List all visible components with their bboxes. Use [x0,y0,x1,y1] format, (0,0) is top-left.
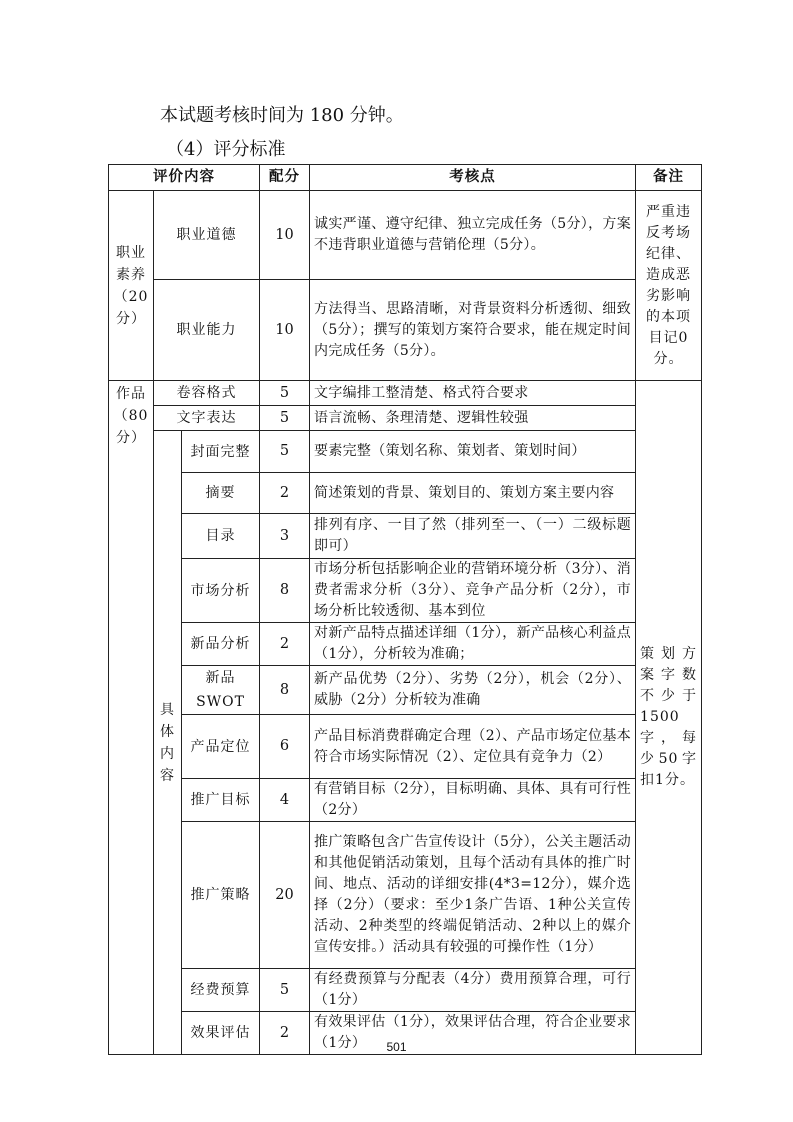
table-row [109,191,702,280]
item-cell: 推广目标 [182,779,260,822]
points-cell: 2 [260,623,310,666]
table-row [109,779,702,822]
table-row [109,715,702,779]
criteria-cell: 要素完整（策划名称、策划者、策划时间） [310,431,636,473]
header-notes: 备注 [636,165,702,191]
section-subheading: （4）评分标准 [166,139,286,160]
item-cell: 职业道德 [154,191,260,280]
table-row [109,822,702,969]
criteria-cell: 有效果评估（1分），效果评估合理，符合企业要求（1分） [310,1012,636,1055]
points-cell: 8 [260,666,310,715]
criteria-cell: 有营销目标（2分），目标明确、具体、具有可行性（2分） [310,779,636,822]
table-header-row [109,165,702,191]
criteria-cell: 排列有序、一目了然（排列至一、（一）二级标题即可） [310,514,636,559]
intro-text: 本试题考核时间为 180 分钟。 [160,105,404,126]
points-cell: 10 [260,280,310,381]
criteria-cell: 方法得当、思路清晰，对背景资料分析透彻、细致（5分）；撰写的策划方案符合要求，能在规定时间内完成任务（5分）。 [310,280,636,381]
grading-table [108,164,702,1055]
points-cell: 8 [260,559,310,623]
item-cell: 职业能力 [154,280,260,381]
item-cell: 产品定位 [182,715,260,779]
table-row [109,969,702,1012]
header-evaluation: 评价内容 [109,165,260,191]
points-cell: 10 [260,191,310,280]
criteria-cell: 新产品优势（2分）、劣势（2分），机会（2分）、威胁（2分）分析较为准确 [310,666,636,715]
criteria-cell: 产品目标消费群确定合理（2）、产品市场定位基本符合市场实际情况（2）、定位具有竞争力（2） [310,715,636,779]
item-cell: 效果评估 [182,1012,260,1055]
table-row [109,406,702,431]
item-cell: 卷容格式 [154,381,260,406]
item-cell: 经费预算 [182,969,260,1012]
points-cell: 4 [260,779,310,822]
item-cell: 新品分析 [182,623,260,666]
header-criteria: 考核点 [310,165,636,191]
item-cell: 推广策略 [182,822,260,969]
table-row [109,559,702,623]
table-row [109,280,702,381]
note-cell: 策划方案字数不少于1500字，每少50字扣1分。 [636,381,702,1055]
criteria-cell: 诚实严谨、遵守纪律、独立完成任务（5分），方案不违背职业道德与营销伦理（5分）。 [310,191,636,280]
header-points: 配分 [260,165,310,191]
points-cell: 3 [260,514,310,559]
points-cell: 2 [260,1012,310,1055]
criteria-cell: 有经费预算与分配表（4分）费用预算合理，可行（1分） [310,969,636,1012]
subcategory-cell: 具体内容 [154,431,182,1055]
table-row [109,623,702,666]
criteria-cell: 对新产品特点描述详细（1分），新产品核心利益点（1分），分析较为准确； [310,623,636,666]
table-row [109,381,702,406]
points-cell: 6 [260,715,310,779]
points-cell: 20 [260,822,310,969]
points-cell: 5 [260,969,310,1012]
item-cell: 目录 [182,514,260,559]
table-row [109,431,702,473]
points-cell: 2 [260,473,310,514]
table-row [109,666,702,715]
item-cell: 新品 SWOT [182,666,260,715]
criteria-cell: 语言流畅、条理清楚、逻辑性较强 [310,406,636,431]
item-cell: 封面完整 [182,431,260,473]
category-cell: 职业素养（20分） [109,191,154,381]
criteria-cell: 文字编排工整清楚、格式符合要求 [310,381,636,406]
criteria-cell: 推广策略包含广告宣传设计（5分），公关主题活动和其他促销活动策划，且每个活动有具体的推广时间、地点、活动的详细安排(4*3=12分），媒介选择（2分）（要求：至少1条广告语、1种公关宣传活动、2种类型的终端促销活动、2种以上的媒介宣传安排。）活动具有较强的可操作性（1分） [310,822,636,969]
item-cell: 文字表达 [154,406,260,431]
criteria-cell: 简述策划的背景、策划目的、策划方案主要内容 [310,473,636,514]
table-row [109,514,702,559]
points-cell: 5 [260,431,310,473]
criteria-cell: 市场分析包括影响企业的营销环境分析（3分）、消费者需求分析（3分）、竞争产品分析（2分），市场分析比较透彻、基本到位 [310,559,636,623]
page-number: 501 [386,1040,407,1054]
item-cell: 摘要 [182,473,260,514]
points-cell: 5 [260,406,310,431]
points-cell: 5 [260,381,310,406]
item-cell: 市场分析 [182,559,260,623]
note-cell: 严重违反考场纪律、造成恶劣影响的本项目记0分。 [636,191,702,381]
category-cell: 作品（80分） [109,381,154,1055]
table-row [109,473,702,514]
